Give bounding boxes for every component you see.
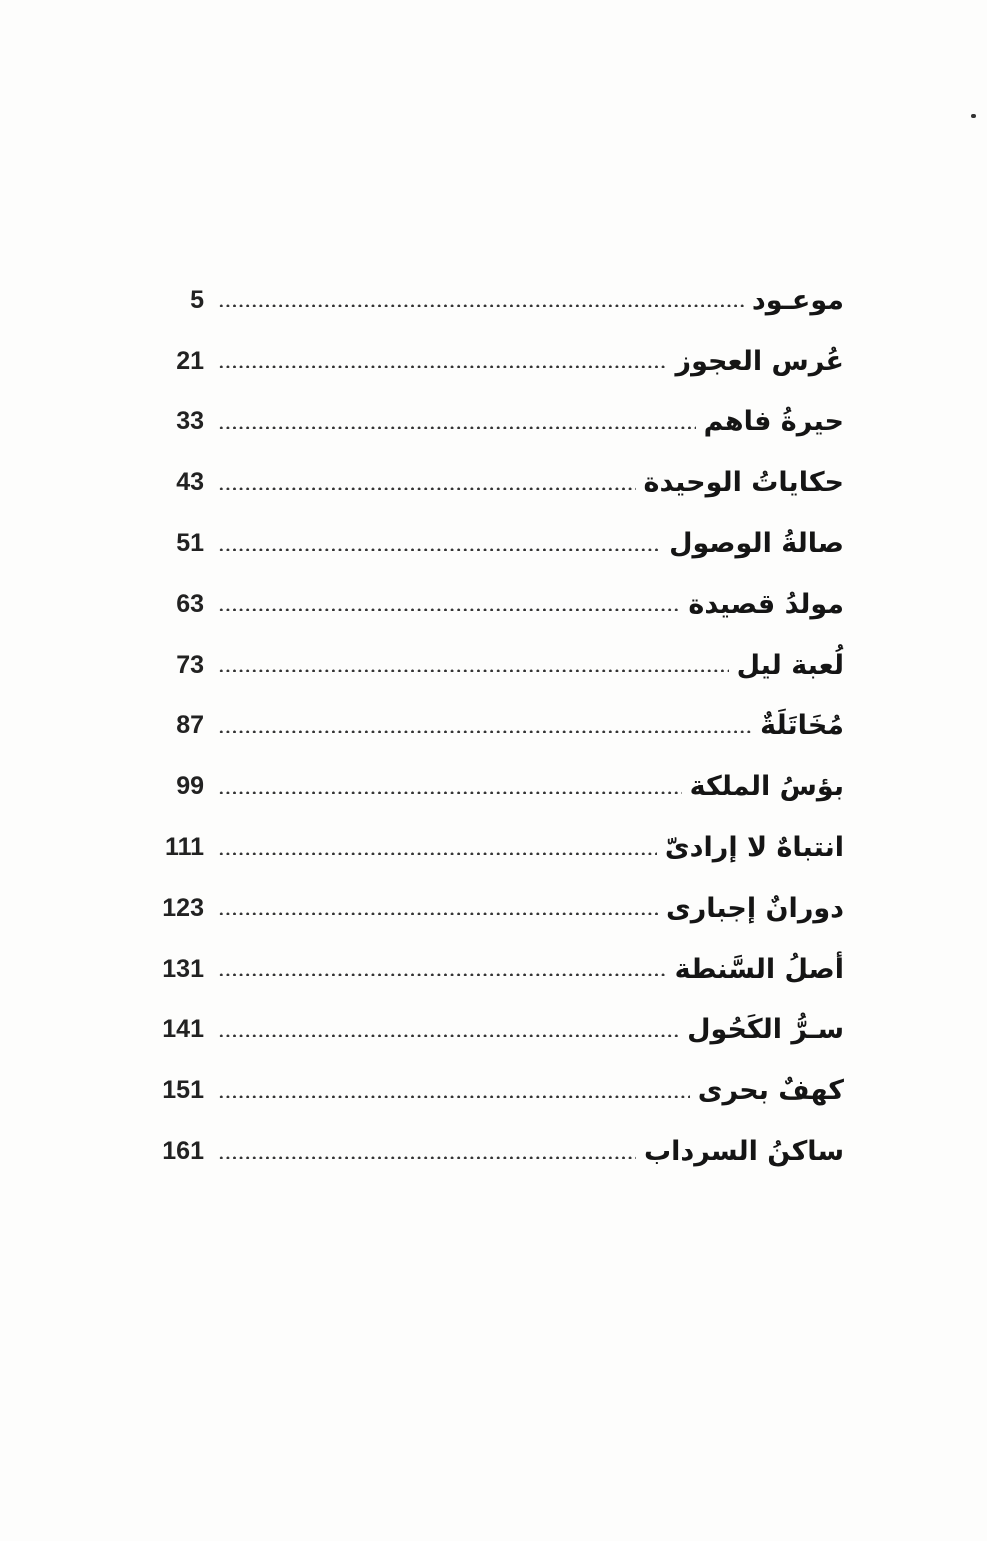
toc-title: دورانٌ إجبارى — [665, 892, 844, 924]
toc-dot-leader — [218, 476, 636, 490]
toc-entry — [160, 452, 850, 513]
toc-dot-leader — [218, 962, 667, 976]
toc-entry — [160, 696, 850, 757]
toc-title: صالةُ الوصول — [669, 528, 844, 560]
toc-page-number: 63 — [176, 589, 204, 618]
toc-page-number: 123 — [162, 893, 204, 922]
toc-title: موعـود — [751, 284, 844, 316]
toc-title: مُخَاتَلَةٌ — [760, 710, 844, 742]
toc-title: حكاياتُ الوحيدة — [643, 467, 844, 499]
toc-dot-leader — [218, 1023, 679, 1037]
toc-entry — [160, 1121, 850, 1182]
toc-entry — [160, 878, 850, 939]
toc-title: كهفٌ بحرى — [697, 1075, 844, 1107]
table-of-contents — [160, 270, 850, 1182]
toc-page-number: 5 — [190, 285, 204, 314]
toc-title: ساكنُ السرداب — [644, 1136, 844, 1168]
toc-page-number: 87 — [176, 711, 204, 740]
toc-page-number: 99 — [176, 772, 204, 801]
toc-dot-leader — [218, 901, 658, 915]
ink-speck — [971, 114, 976, 118]
toc-dot-leader — [218, 1084, 690, 1098]
toc-page-number: 21 — [176, 346, 204, 375]
toc-title: انتباهٌ لا إرادىّ — [664, 832, 844, 864]
toc-dot-leader — [218, 597, 680, 611]
toc-page-number: 131 — [162, 954, 204, 983]
toc-entry — [160, 1000, 850, 1061]
toc-page-number: 33 — [176, 407, 204, 436]
toc-title: بؤسُ الملكة — [689, 771, 844, 803]
toc-page-number: 151 — [162, 1076, 204, 1105]
toc-dot-leader — [218, 537, 661, 551]
toc-dot-leader — [218, 841, 657, 855]
toc-title: أصلُ السَّنطة — [674, 953, 844, 985]
toc-entry — [160, 270, 850, 331]
toc-page-number: 141 — [162, 1015, 204, 1044]
toc-page-number: 51 — [176, 529, 204, 558]
toc-page-number: 161 — [162, 1137, 204, 1166]
toc-entry — [160, 331, 850, 392]
toc-entry — [160, 392, 850, 453]
toc-dot-leader — [218, 658, 729, 672]
toc-page-number: 43 — [176, 468, 204, 497]
toc-entry — [160, 1060, 850, 1121]
toc-dot-leader — [218, 415, 696, 429]
toc-entry — [160, 756, 850, 817]
toc-entry — [160, 513, 850, 574]
toc-title: لُعبة ليل — [736, 649, 844, 681]
toc-page-number: 73 — [176, 650, 204, 679]
toc-title: عُرس العجوز — [675, 345, 844, 377]
toc-dot-leader — [218, 293, 744, 307]
toc-entry — [160, 635, 850, 696]
toc-dot-leader — [218, 1145, 636, 1159]
toc-dot-leader — [218, 719, 752, 733]
toc-entry — [160, 574, 850, 635]
toc-dot-leader — [218, 780, 682, 794]
toc-page-number: 111 — [165, 833, 204, 862]
toc-entry — [160, 939, 850, 1000]
toc-title: سـرُّ الكَحُول — [687, 1014, 844, 1046]
toc-dot-leader — [218, 354, 668, 368]
toc-entry — [160, 817, 850, 878]
toc-title: حيرةُ فاهم — [703, 406, 844, 438]
toc-title: مولدُ قصيدة — [688, 588, 844, 620]
